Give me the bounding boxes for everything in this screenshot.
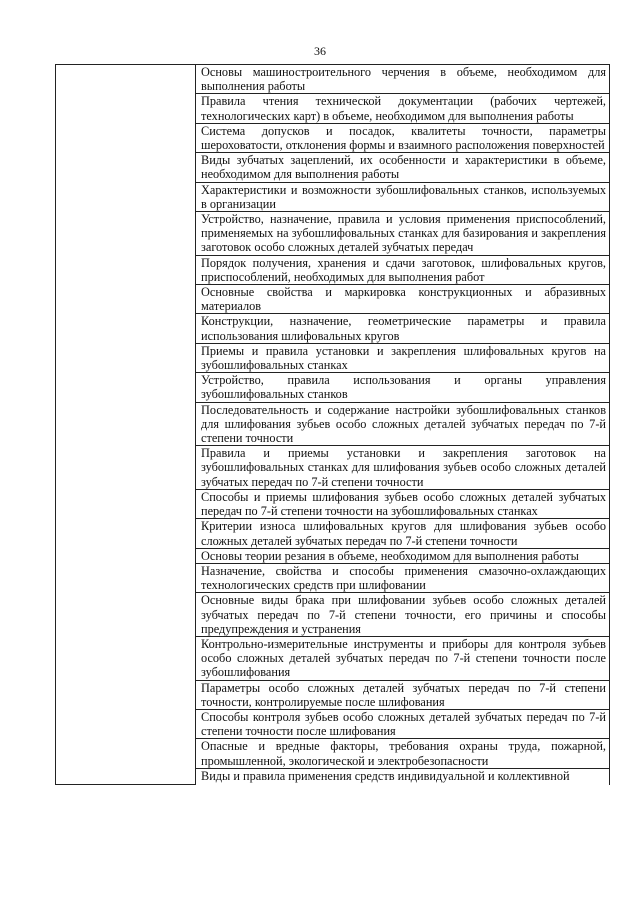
requirement-cell: Приемы и правила установки и закрепления шлифовальных кругов на зубошлифовальных станках: [196, 343, 610, 372]
requirement-cell: Система допусков и посадок, квалитеты точности, параметры шероховатости, отклонения формы и взаимного расположения поверхностей: [196, 123, 610, 152]
requirement-cell: Параметры особо сложных деталей зубчатых передач по 7-й степени точности, контролируемые после шлифования: [196, 680, 610, 709]
requirement-cell: Виды зубчатых зацеплений, их особенности и характеристики в объеме, необходимом для выполнения работы: [196, 153, 610, 182]
requirement-cell: Конструкции, назначение, геометрические параметры и правила использования шлифовальных кругов: [196, 314, 610, 343]
requirement-cell: Правила и приемы установки и закрепления заготовок на зубошлифовальных станках для шлифования зубьев особо сложных деталей зубчатых передач по 7-й степени точности: [196, 446, 610, 490]
requirement-cell: Критерии износа шлифовальных кругов для шлифования зубьев особо сложных деталей зубчатых передач по 7-й степени точности: [196, 519, 610, 548]
requirement-cell: Устройство, назначение, правила и условия применения приспособлений, применяемых на зубошлифовальных станках для базирования и закрепления заготовок особо сложных деталей зубчатых передач: [196, 212, 610, 256]
requirement-cell: Порядок получения, хранения и сдачи заготовок, шлифовальных кругов, приспособлений, необходимых для выполнения работ: [196, 255, 610, 284]
page-number: 36: [314, 44, 326, 58]
requirement-cell: Последовательность и содержание настройки зубошлифовальных станков для шлифования зубьев особо сложных деталей зубчатых передач по 7-й степени точности: [196, 402, 610, 446]
requirement-cell: Основы машиностроительного черчения в объеме, необходимом для выполнения работы: [196, 65, 610, 94]
knowledge-requirements-table: [55, 64, 610, 785]
requirement-cell: Способы и приемы шлифования зубьев особо сложных деталей зубчатых передач по 7-й степени точности на зубошлифовальных станках: [196, 489, 610, 518]
requirement-cell: Опасные и вредные факторы, требования охраны труда, пожарной, промышленной, экологической и электробезопасности: [196, 739, 610, 768]
requirement-cell: Основные виды брака при шлифовании зубьев особо сложных деталей зубчатых передач по 7-й степени точности, его причины и способы предупреждения и устранения: [196, 593, 610, 637]
requirement-cell: Виды и правила применения средств индивидуальной и коллективной: [196, 768, 610, 785]
requirement-cell: Правила чтения технической документации (рабочих чертежей, технологических карт) в объеме, необходимом для выполнения работы: [196, 94, 610, 123]
requirement-cell: Контрольно-измерительные инструменты и приборы для контроля зубьев особо сложных деталей зубчатых передач по 7-й степени точности после зубошлифования: [196, 636, 610, 680]
requirement-cell: Основы теории резания в объеме, необходимом для выполнения работы: [196, 548, 610, 563]
requirement-cell: Основные свойства и маркировка конструкционных и абразивных материалов: [196, 285, 610, 314]
requirement-cell: Характеристики и возможности зубошлифовальных станков, используемых в организации: [196, 182, 610, 211]
requirement-cell: Устройство, правила использования и органы управления зубошлифовальных станков: [196, 373, 610, 402]
requirement-cell: Способы контроля зубьев особо сложных деталей зубчатых передач по 7-й степени точности после шлифования: [196, 709, 610, 738]
requirement-cell: Назначение, свойства и способы применения смазочно-охлаждающих технологических средств при шлифовании: [196, 563, 610, 592]
left-column-cell: [56, 65, 196, 785]
table-row: [56, 65, 610, 94]
table-body: [56, 65, 610, 785]
